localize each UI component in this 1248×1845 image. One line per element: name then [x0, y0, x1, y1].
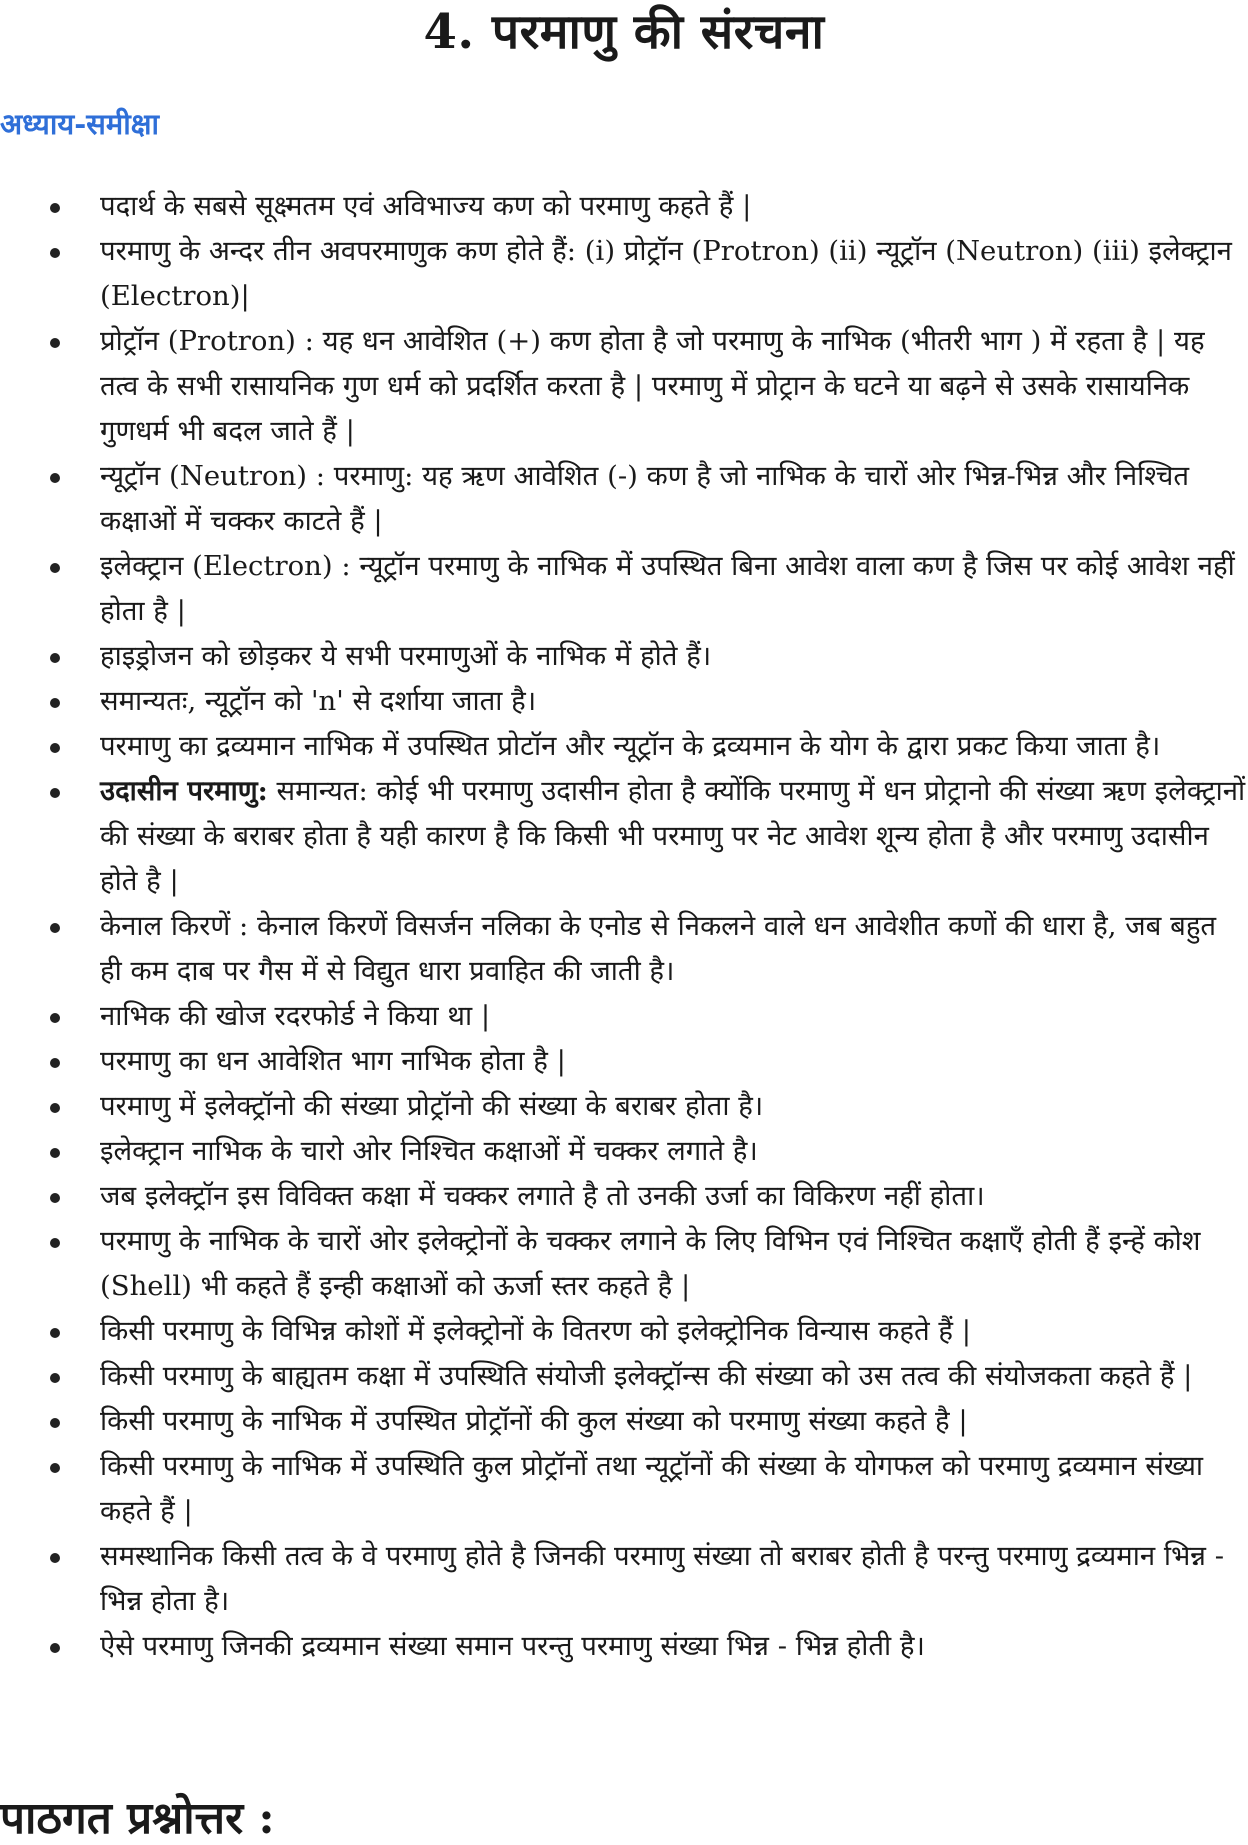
list-item — [0, 994, 1248, 1039]
list-item-body: इलेक्ट्रान नाभिक के चारो ओर निश्चित कक्षाओं में चक्कर लगाते है। — [100, 1135, 758, 1167]
list-item — [0, 1129, 1248, 1174]
list-item-body: ऐसे परमाणु जिनकी द्रव्यमान संख्या समान परन्तु परमाणु संख्या भिन्न - भिन्न होती है। — [100, 1630, 925, 1662]
section-heading-qa: पाठगत प्रश्नोत्तर : — [0, 1793, 275, 1844]
list-item — [0, 1399, 1248, 1444]
section-heading: अध्याय-समीक्षा — [0, 107, 160, 141]
list-item-text — [100, 1354, 1246, 1399]
list-item-text — [100, 1309, 1246, 1354]
list-item — [0, 1534, 1248, 1624]
list-item-text — [100, 769, 1246, 904]
list-item — [0, 904, 1248, 994]
list-item-text — [100, 994, 1246, 1039]
list-item — [0, 1624, 1248, 1669]
list-item — [0, 1039, 1248, 1084]
list-item-body: हाइड्रोजन को छोड़कर ये सभी परमाणुओं के नाभिक में होते हैं। — [100, 640, 712, 672]
list-item-text — [100, 634, 1246, 679]
bullet-dot-icon — [50, 1103, 60, 1113]
page-title: 4. परमाणु की संरचना — [423, 4, 825, 60]
list-item-text — [100, 1219, 1246, 1309]
list-item — [0, 1354, 1248, 1399]
bullet-dot-icon — [50, 248, 60, 258]
list-item-text — [100, 724, 1246, 769]
list-item — [0, 184, 1248, 229]
bullet-dot-icon — [50, 698, 60, 708]
list-item — [0, 1309, 1248, 1354]
bullet-dot-icon — [50, 1418, 60, 1428]
list-item-text — [100, 1039, 1246, 1084]
list-item-body: किसी परमाणु के बाह्यतम कक्षा में उपस्थिति संयोजी इलेक्ट्रॉन्स की संख्या को उस तत्व की संयोजकता कहते हैं | — [100, 1360, 1193, 1392]
list-item-text — [100, 1129, 1246, 1174]
list-item-text — [100, 904, 1246, 994]
bullet-dot-icon — [50, 1373, 60, 1383]
list-item — [0, 1444, 1248, 1534]
list-item-body: किसी परमाणु के विभिन्न कोशों में इलेक्ट्रोनों के वितरण को इलेक्ट्रोनिक विन्यास कहते हैं | — [100, 1315, 971, 1347]
list-item — [0, 1219, 1248, 1309]
list-item-text — [100, 1174, 1246, 1219]
bullet-dot-icon — [50, 1238, 60, 1248]
bullet-dot-icon — [50, 1553, 60, 1563]
bullet-dot-icon — [50, 788, 60, 798]
list-item-body: समान्यत: कोई भी परमाणु उदासीन होता है क्योंकि परमाणु में धन प्रोट्रानो की संख्या ऋण इलेक्ट्रानों की संख्या के बराबर होता है यही कारण है कि किसी भी परमाणु पर नेट आवेश शून्य होता है और परमाणु उदासीन होते है | — [100, 775, 1246, 897]
list-item-body: पदार्थ के सबसे सूक्ष्मतम एवं अविभाज्य कण को परमाणु कहते हैं | — [100, 190, 752, 222]
list-item-body: इलेक्ट्रान (Electron) : न्यूट्रॉन परमाणु के नाभिक में उपस्थित बिना आवेश वाला कण है जिस पर कोई आवेश नहीं होता है | — [100, 550, 1235, 627]
bullet-dot-icon — [50, 473, 60, 483]
bullet-dot-icon — [50, 1328, 60, 1338]
bullet-dot-icon — [50, 923, 60, 933]
list-item — [0, 769, 1248, 904]
bullet-dot-icon — [50, 743, 60, 753]
list-item-body: समान्यतः, न्यूट्रॉन को 'n' से दर्शाया जाता है। — [100, 685, 537, 717]
bullet-dot-icon — [50, 1058, 60, 1068]
bullet-dot-icon — [50, 563, 60, 573]
bullet-dot-icon — [50, 203, 60, 213]
list-item-text — [100, 1624, 1246, 1669]
list-item-text — [100, 229, 1246, 319]
list-item-body: परमाणु का धन आवेशित भाग नाभिक होता है | — [100, 1045, 566, 1077]
list-item-text — [100, 319, 1246, 454]
list-item-text — [100, 184, 1246, 229]
bullet-dot-icon — [50, 1148, 60, 1158]
list-item-text — [100, 679, 1246, 724]
list-item-body: जब इलेक्ट्रॉन इस विविक्त कक्षा में चक्कर लगाते है तो उनकी उर्जा का विकिरण नहीं होता। — [100, 1180, 985, 1212]
list-item-body: केनाल किरणें : केनाल किरणें विसर्जन नलिका के एनोड से निकलने वाले धन आवेशीत कणों की धारा है, जब बहुत ही कम दाब पर गैस में से विद्युत धारा प्रवाहित की जाती है। — [100, 910, 1217, 987]
bullet-dot-icon — [50, 1643, 60, 1653]
list-item-body: परमाणु के नाभिक के चारों ओर इलेक्ट्रोनों के चक्कर लगाने के लिए विभिन एवं निश्चित कक्षाएँ होती हैं इन्हें कोश (Shell) भी कहते हैं इन्ही कक्षाओं को ऊर्जा स्तर कहते है | — [100, 1225, 1201, 1302]
list-item — [0, 679, 1248, 724]
list-item-text — [100, 544, 1246, 634]
list-item-text — [100, 1399, 1246, 1444]
list-item-body: किसी परमाणु के नाभिक में उपस्थिति कुल प्रोट्रॉनों तथा न्यूट्रॉनों की संख्या के योगफल को परमाणु द्रव्यमान संख्या कहते हैं | — [100, 1450, 1204, 1527]
list-item-text — [100, 1444, 1246, 1534]
list-item-body: नाभिक की खोज रदरफोर्ड ने किया था | — [100, 1000, 491, 1032]
list-item — [0, 724, 1248, 769]
bullet-dot-icon — [50, 653, 60, 663]
list-item — [0, 544, 1248, 634]
list-item-body: परमाणु के अन्दर तीन अवपरमाणुक कण होते हैं: (i) प्रोट्रॉन (Protron) (ii) न्यूट्रॉन (Neutron) (iii) इलेक्ट्रान (Electron)| — [100, 235, 1232, 312]
list-item-term: उदासीन परमाणु: — [100, 775, 268, 807]
list-item — [0, 319, 1248, 454]
list-item-text — [100, 1534, 1246, 1624]
list-item — [0, 1084, 1248, 1129]
bullet-dot-icon — [50, 1193, 60, 1203]
chapter-review-list — [0, 184, 1248, 1669]
list-item — [0, 229, 1248, 319]
list-item-text — [100, 454, 1246, 544]
list-item — [0, 454, 1248, 544]
list-item-body: समस्थानिक किसी तत्व के वे परमाणु होते है जिनकी परमाणु संख्या तो बराबर होती है परन्तु परमाणु द्रव्यमान भिन्न - भिन्न होता है। — [100, 1540, 1224, 1617]
bullet-dot-icon — [50, 1013, 60, 1023]
bullet-dot-icon — [50, 1463, 60, 1473]
bullet-dot-icon — [50, 338, 60, 348]
list-item-body: प्रोट्रॉन (Protron) : यह धन आवेशित (+) कण होता है जो परमाणु के नाभिक (भीतरी भाग ) में रहता है | यह तत्व के सभी रासायनिक गुण धर्म को प्रदर्शित करता है | परमाणु में प्रोट्रान के घटने या बढ़ने से उसके रासायनिक गुणधर्म भी बदल जाते हैं | — [100, 325, 1205, 447]
list-item-body: परमाणु का द्रव्यमान नाभिक में उपस्थित प्रोटॉन और न्यूट्रॉन के द्रव्यमान के योग के द्वारा प्रकट किया जाता है। — [100, 730, 1161, 762]
list-item — [0, 1174, 1248, 1219]
list-item-body: किसी परमाणु के नाभिक में उपस्थित प्रोट्रॉनों की कुल संख्या को परमाणु संख्या कहते है | — [100, 1405, 968, 1437]
list-item-text — [100, 1084, 1246, 1129]
list-item-body: न्यूट्रॉन (Neutron) : परमाणु: यह ऋण आवेशित (-) कण है जो नाभिक के चारों ओर भिन्न-भिन्न और निश्चित कक्षाओं में चक्कर काटते हैं | — [100, 460, 1190, 537]
list-item — [0, 634, 1248, 679]
list-item-body: परमाणु में इलेक्ट्रॉनो की संख्या प्रोट्रॉनो की संख्या के बराबर होता है। — [100, 1090, 764, 1122]
